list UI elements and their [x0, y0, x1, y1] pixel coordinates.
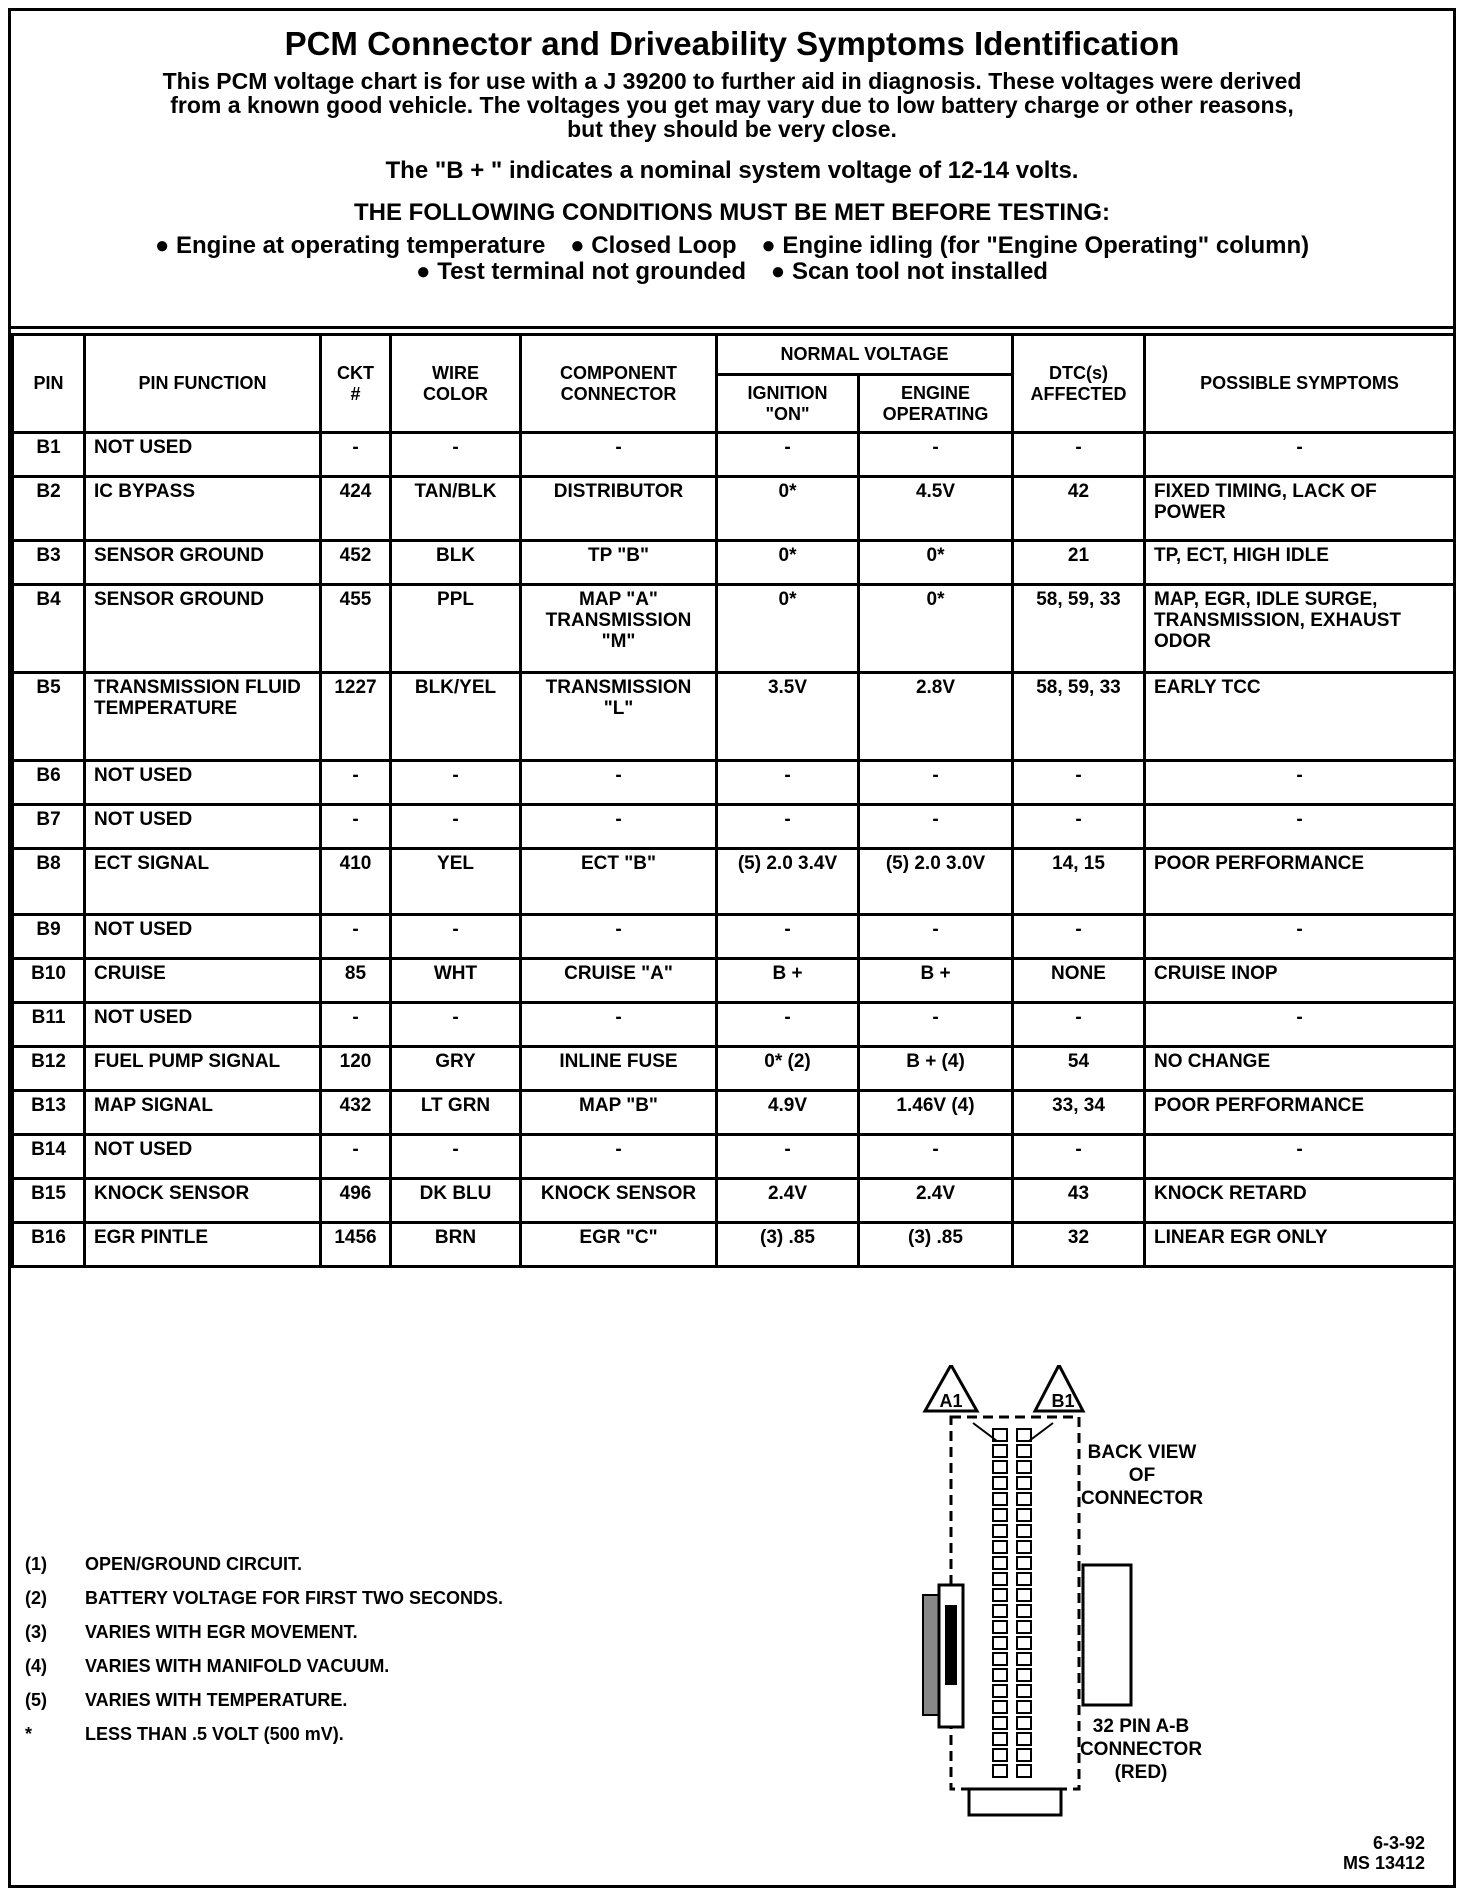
cell-wire-color: BLK: [391, 541, 521, 585]
condition-item: Engine at operating temperature: [176, 232, 546, 259]
footnote: [25, 1615, 503, 1649]
footnote-marker: (1): [25, 1554, 47, 1574]
table-row: [13, 433, 1455, 477]
cell-ignition-on: -: [717, 1003, 859, 1047]
pin-cavity: [1017, 1637, 1031, 1649]
cell-engine-operating: -: [859, 1003, 1013, 1047]
connector-latch: [1083, 1565, 1131, 1705]
cell-ckt: 1227: [321, 673, 391, 761]
pin-voltage-table: [11, 333, 1456, 1268]
cell-pin: B14: [13, 1135, 85, 1179]
cell-possible-symptoms: -: [1145, 805, 1455, 849]
cell-wire-color: BLK/YEL: [391, 673, 521, 761]
cell-possible-symptoms: -: [1145, 433, 1455, 477]
cell-engine-operating: -: [859, 805, 1013, 849]
page-title: PCM Connector and Driveability Symptoms Identification: [284, 25, 1180, 62]
pin-cavity: [993, 1621, 1007, 1633]
cell-component-connector: DISTRIBUTOR: [521, 477, 717, 541]
header-dtcs-affected: DTC(s) AFFECTED: [1013, 335, 1145, 433]
pin-cavity: [1017, 1605, 1031, 1617]
cell-dtcs-affected: 33, 34: [1013, 1091, 1145, 1135]
bullet-icon: ●: [154, 232, 170, 259]
table-row: [13, 915, 1455, 959]
cell-component-connector: TP "B": [521, 541, 717, 585]
cell-wire-color: TAN/BLK: [391, 477, 521, 541]
cell-possible-symptoms: MAP, EGR, IDLE SURGE, TRANSMISSION, EXHAUST ODOR: [1145, 585, 1455, 673]
footnote-marker: (5): [25, 1690, 47, 1710]
table-row: [13, 1179, 1455, 1223]
cell-ckt: -: [321, 433, 391, 477]
pin-cavity: [1017, 1429, 1031, 1441]
table-row: [13, 1003, 1455, 1047]
cell-engine-operating: -: [859, 915, 1013, 959]
bullet-icon: ●: [770, 258, 786, 285]
cell-ckt: 410: [321, 849, 391, 915]
table-row: [13, 585, 1455, 673]
condition-item: Engine idling (for "Engine Operating" column): [782, 232, 1310, 259]
cell-ckt: -: [321, 1135, 391, 1179]
table-row: [13, 849, 1455, 915]
cell-possible-symptoms: EARLY TCC: [1145, 673, 1455, 761]
cell-pin-function: FUEL PUMP SIGNAL: [85, 1047, 321, 1091]
cell-possible-symptoms: -: [1145, 915, 1455, 959]
pin-cavity: [993, 1605, 1007, 1617]
cell-engine-operating: -: [859, 761, 1013, 805]
cell-component-connector: INLINE FUSE: [521, 1047, 717, 1091]
bullet-icon: ●: [416, 258, 431, 285]
footnote-marker: (3): [25, 1622, 47, 1642]
footnote-text: VARIES WITH TEMPERATURE.: [85, 1690, 348, 1710]
cell-dtcs-affected: -: [1013, 761, 1145, 805]
pin-cavity: [993, 1701, 1007, 1713]
pin-cavity: [1017, 1701, 1031, 1713]
conditions-line-1: [11, 233, 1453, 259]
table-row: [13, 541, 1455, 585]
footnotes: [25, 1547, 503, 1751]
pin-cavity: [993, 1557, 1007, 1569]
pin-cavity: [1017, 1541, 1031, 1553]
cell-engine-operating: B + (4): [859, 1047, 1013, 1091]
cell-ignition-on: -: [717, 805, 859, 849]
cell-component-connector: CRUISE "A": [521, 959, 717, 1003]
pin-cavity: [1017, 1493, 1031, 1505]
cell-ignition-on: -: [717, 433, 859, 477]
cell-ckt: -: [321, 915, 391, 959]
cell-ignition-on: -: [717, 761, 859, 805]
cell-ckt: 1456: [321, 1223, 391, 1267]
stamp-date: 6-3-92: [1372, 1833, 1425, 1853]
cell-pin: B1: [13, 433, 85, 477]
cell-ckt: 452: [321, 541, 391, 585]
cell-dtcs-affected: 54: [1013, 1047, 1145, 1091]
pin-cavity: [1017, 1621, 1031, 1633]
condition-item: Closed Loop: [591, 232, 737, 259]
cell-pin-function: NOT USED: [85, 761, 321, 805]
cell-ignition-on: -: [717, 915, 859, 959]
cell-dtcs-affected: -: [1013, 915, 1145, 959]
pin-cavity: [993, 1477, 1007, 1489]
pin-cavity: [993, 1749, 1007, 1761]
marker-b-label: B1: [1051, 1391, 1075, 1411]
pin-cavity: [993, 1541, 1007, 1553]
header-pin: PIN: [13, 335, 85, 433]
cell-possible-symptoms: -: [1145, 1003, 1455, 1047]
cell-pin-function: NOT USED: [85, 1003, 321, 1047]
cell-pin: B13: [13, 1091, 85, 1135]
cell-possible-symptoms: TP, ECT, HIGH IDLE: [1145, 541, 1455, 585]
pin-cavity: [1017, 1733, 1031, 1745]
cell-engine-operating: -: [859, 1135, 1013, 1179]
pin-cavity: [1017, 1573, 1031, 1585]
cell-pin: B5: [13, 673, 85, 761]
cell-pin-function: NOT USED: [85, 433, 321, 477]
cell-pin: B15: [13, 1179, 85, 1223]
table-row: [13, 1091, 1455, 1135]
pin-cavity: [1017, 1509, 1031, 1521]
cell-pin-function: NOT USED: [85, 805, 321, 849]
footnote: [25, 1683, 503, 1717]
footnote-text: OPEN/GROUND CIRCUIT.: [85, 1554, 303, 1574]
cell-component-connector: MAP "A" TRANSMISSION "M": [521, 585, 717, 673]
cell-dtcs-affected: -: [1013, 805, 1145, 849]
cell-pin: B4: [13, 585, 85, 673]
footnote-text: BATTERY VOLTAGE FOR FIRST TWO SECONDS.: [85, 1588, 503, 1608]
document-page: [8, 8, 1456, 1888]
cell-possible-symptoms: KNOCK RETARD: [1145, 1179, 1455, 1223]
cell-engine-operating: 1.46V (4): [859, 1091, 1013, 1135]
cell-dtcs-affected: 32: [1013, 1223, 1145, 1267]
pin-cavity: [1017, 1717, 1031, 1729]
pin-cavity: [993, 1589, 1007, 1601]
cell-wire-color: GRY: [391, 1047, 521, 1091]
pin-cavity: [993, 1717, 1007, 1729]
pin-cavity: [993, 1509, 1007, 1521]
connector-key: [945, 1605, 957, 1685]
condition-item: Test terminal not grounded: [437, 258, 747, 285]
cell-ignition-on: 0*: [717, 541, 859, 585]
bullet-icon: ●: [761, 232, 776, 259]
cell-pin: B11: [13, 1003, 85, 1047]
cell-ckt: 496: [321, 1179, 391, 1223]
conditions-heading: THE FOLLOWING CONDITIONS MUST BE MET BEFORE TESTING:: [354, 199, 1110, 226]
footnote-marker: (2): [25, 1588, 47, 1608]
cell-dtcs-affected: 14, 15: [1013, 849, 1145, 915]
pin-cavity: [993, 1733, 1007, 1745]
cell-possible-symptoms: CRUISE INOP: [1145, 959, 1455, 1003]
cell-pin-function: IC BYPASS: [85, 477, 321, 541]
header-normal-voltage: NORMAL VOLTAGE: [717, 335, 1013, 375]
cell-engine-operating: 2.4V: [859, 1179, 1013, 1223]
cell-ignition-on: 3.5V: [717, 673, 859, 761]
cell-pin-function: SENSOR GROUND: [85, 541, 321, 585]
nominal-voltage-note: The "B + " indicates a nominal system voltage of 12-14 volts.: [385, 157, 1079, 184]
cell-ignition-on: 0*: [717, 477, 859, 541]
header-possible-symptoms: POSSIBLE SYMPTOMS: [1145, 335, 1455, 433]
cell-dtcs-affected: NONE: [1013, 959, 1145, 1003]
cell-pin-function: ECT SIGNAL: [85, 849, 321, 915]
cell-pin: B6: [13, 761, 85, 805]
cell-engine-operating: 2.8V: [859, 673, 1013, 761]
cell-dtcs-affected: -: [1013, 1135, 1145, 1179]
pin-cavity: [1017, 1669, 1031, 1681]
pin-cavity: [1017, 1765, 1031, 1777]
table-row: [13, 761, 1455, 805]
cell-dtcs-affected: 42: [1013, 477, 1145, 541]
pin-cavity: [993, 1765, 1007, 1777]
cell-ckt: 85: [321, 959, 391, 1003]
header-ckt: CKT #: [321, 335, 391, 433]
cell-pin-function: KNOCK SENSOR: [85, 1179, 321, 1223]
cell-ignition-on: (5) 2.0 3.4V: [717, 849, 859, 915]
footnote-marker: (4): [25, 1656, 47, 1676]
cell-wire-color: -: [391, 433, 521, 477]
cell-pin: B8: [13, 849, 85, 915]
cell-pin-function: NOT USED: [85, 915, 321, 959]
intro-line-1: This PCM voltage chart is for use with a J 39200 to further aid in diagnosis. These voltages were derived: [162, 68, 1302, 94]
table-row: [13, 1047, 1455, 1091]
pin-cavity: [993, 1653, 1007, 1665]
pin-cavity: [1017, 1477, 1031, 1489]
table-row: [13, 673, 1455, 761]
cell-engine-operating: 0*: [859, 585, 1013, 673]
cell-possible-symptoms: FIXED TIMING, LACK OF POWER: [1145, 477, 1455, 541]
cell-possible-symptoms: NO CHANGE: [1145, 1047, 1455, 1091]
cell-possible-symptoms: POOR PERFORMANCE: [1145, 849, 1455, 915]
footnote: [25, 1649, 503, 1683]
header-engine-operating: ENGINE OPERATING: [859, 375, 1013, 433]
table-row: [13, 805, 1455, 849]
cell-possible-symptoms: -: [1145, 1135, 1455, 1179]
cell-pin: B16: [13, 1223, 85, 1267]
pin-cavity: [1017, 1461, 1031, 1473]
footnote: [25, 1547, 503, 1581]
pin-cavity: [1017, 1653, 1031, 1665]
cell-dtcs-affected: 58, 59, 33: [1013, 673, 1145, 761]
cell-pin-function: NOT USED: [85, 1135, 321, 1179]
cell-ckt: 424: [321, 477, 391, 541]
table-row: [13, 959, 1455, 1003]
cell-component-connector: EGR "C": [521, 1223, 717, 1267]
connector-name-label: 32 PIN A-B CONNECTOR (RED): [1079, 1716, 1203, 1783]
footnote-text: VARIES WITH EGR MOVEMENT.: [85, 1622, 358, 1642]
cell-component-connector: -: [521, 1135, 717, 1179]
cell-pin: B12: [13, 1047, 85, 1091]
pin-cavity: [1017, 1685, 1031, 1697]
cell-wire-color: LT GRN: [391, 1091, 521, 1135]
cell-ignition-on: 2.4V: [717, 1179, 859, 1223]
cell-component-connector: TRANSMISSION "L": [521, 673, 717, 761]
stamp-code: MS 13412: [1342, 1853, 1425, 1873]
pin-cavity: [1017, 1749, 1031, 1761]
cell-possible-symptoms: LINEAR EGR ONLY: [1145, 1223, 1455, 1267]
pin-cavity: [993, 1637, 1007, 1649]
cell-component-connector: -: [521, 915, 717, 959]
cell-ckt: 432: [321, 1091, 391, 1135]
cell-ignition-on: 0*: [717, 585, 859, 673]
cell-wire-color: PPL: [391, 585, 521, 673]
cell-dtcs-affected: 43: [1013, 1179, 1145, 1223]
cell-wire-color: -: [391, 805, 521, 849]
cell-engine-operating: (3) .85: [859, 1223, 1013, 1267]
cell-dtcs-affected: -: [1013, 1003, 1145, 1047]
conditions-line-2: [11, 259, 1453, 285]
intro-text: [51, 69, 1413, 141]
cell-component-connector: -: [521, 433, 717, 477]
cell-component-connector: ECT "B": [521, 849, 717, 915]
pin-cavity: [993, 1573, 1007, 1585]
cell-dtcs-affected: 58, 59, 33: [1013, 585, 1145, 673]
intro-line-3: but they should be very close.: [567, 116, 897, 142]
cell-wire-color: -: [391, 1135, 521, 1179]
footnote-marker: *: [25, 1724, 33, 1744]
cell-pin: B9: [13, 915, 85, 959]
cell-engine-operating: B +: [859, 959, 1013, 1003]
pin-cavity: [1017, 1445, 1031, 1457]
cell-pin-function: SENSOR GROUND: [85, 585, 321, 673]
cell-component-connector: -: [521, 761, 717, 805]
pin-cavity: [993, 1461, 1007, 1473]
cell-pin-function: CRUISE: [85, 959, 321, 1003]
condition-item: Scan tool not installed: [791, 258, 1048, 285]
pin-cavity: [1017, 1525, 1031, 1537]
footnote: [25, 1581, 503, 1615]
connector-base: [969, 1789, 1061, 1815]
header-pin-function: PIN FUNCTION: [85, 335, 321, 433]
cell-ckt: -: [321, 761, 391, 805]
pin-cavity: [993, 1493, 1007, 1505]
cell-pin: B10: [13, 959, 85, 1003]
pin-cavity: [993, 1445, 1007, 1457]
pin-cavity: [993, 1685, 1007, 1697]
pin-cavity: [993, 1525, 1007, 1537]
bullet-icon: ●: [570, 232, 585, 259]
connector-body: [951, 1417, 1079, 1789]
cell-ignition-on: -: [717, 1135, 859, 1179]
footnote-text: VARIES WITH MANIFOLD VACUUM.: [85, 1656, 390, 1676]
cell-component-connector: MAP "B": [521, 1091, 717, 1135]
cell-ckt: -: [321, 1003, 391, 1047]
cell-ignition-on: 4.9V: [717, 1091, 859, 1135]
cell-ckt: -: [321, 805, 391, 849]
cell-pin-function: MAP SIGNAL: [85, 1091, 321, 1135]
cell-pin: B7: [13, 805, 85, 849]
footnote: [25, 1717, 503, 1751]
cell-ignition-on: 0* (2): [717, 1047, 859, 1091]
footnote-text: LESS THAN .5 VOLT (500 mV).: [85, 1724, 344, 1744]
cell-engine-operating: 0*: [859, 541, 1013, 585]
cell-wire-color: -: [391, 761, 521, 805]
cell-component-connector: -: [521, 805, 717, 849]
marker-a-label: A1: [939, 1391, 963, 1411]
cell-possible-symptoms: -: [1145, 761, 1455, 805]
cell-wire-color: BRN: [391, 1223, 521, 1267]
cell-dtcs-affected: 21: [1013, 541, 1145, 585]
header-ignition-on: IGNITION "ON": [717, 375, 859, 433]
connector-diagram: [911, 1365, 1211, 1835]
header-wire-color: WIRE COLOR: [391, 335, 521, 433]
back-view-label: BACK VIEW OF CONNECTOR: [1080, 1442, 1204, 1509]
cell-ignition-on: (3) .85: [717, 1223, 859, 1267]
document-stamp: [1343, 1833, 1425, 1873]
cell-engine-operating: 4.5V: [859, 477, 1013, 541]
cell-engine-operating: -: [859, 433, 1013, 477]
cell-ckt: 120: [321, 1047, 391, 1091]
cell-wire-color: WHT: [391, 959, 521, 1003]
connector-lock-tab: [923, 1595, 939, 1715]
conditions-list: [11, 233, 1453, 285]
cell-ignition-on: B +: [717, 959, 859, 1003]
cell-pin: B3: [13, 541, 85, 585]
cell-component-connector: -: [521, 1003, 717, 1047]
cell-wire-color: YEL: [391, 849, 521, 915]
cell-dtcs-affected: -: [1013, 433, 1145, 477]
header-section: [11, 11, 1453, 329]
cell-ckt: 455: [321, 585, 391, 673]
pin-cavity: [993, 1669, 1007, 1681]
cell-wire-color: -: [391, 915, 521, 959]
intro-line-2: from a known good vehicle. The voltages you get may vary due to low battery charge or other reasons,: [170, 92, 1294, 118]
cell-wire-color: DK BLU: [391, 1179, 521, 1223]
table-row: [13, 1135, 1455, 1179]
table-row: [13, 1223, 1455, 1267]
pin-cavity: [1017, 1589, 1031, 1601]
header-component-connector: COMPONENT CONNECTOR: [521, 335, 717, 433]
pin-cavity: [1017, 1557, 1031, 1569]
cell-pin-function: TRANSMISSION FLUID TEMPERATURE: [85, 673, 321, 761]
cell-engine-operating: (5) 2.0 3.0V: [859, 849, 1013, 915]
cell-pin-function: EGR PINTLE: [85, 1223, 321, 1267]
cell-wire-color: -: [391, 1003, 521, 1047]
cell-component-connector: KNOCK SENSOR: [521, 1179, 717, 1223]
cell-possible-symptoms: POOR PERFORMANCE: [1145, 1091, 1455, 1135]
footer-section: [11, 1295, 1453, 1885]
cell-pin: B2: [13, 477, 85, 541]
table-row: [13, 477, 1455, 541]
